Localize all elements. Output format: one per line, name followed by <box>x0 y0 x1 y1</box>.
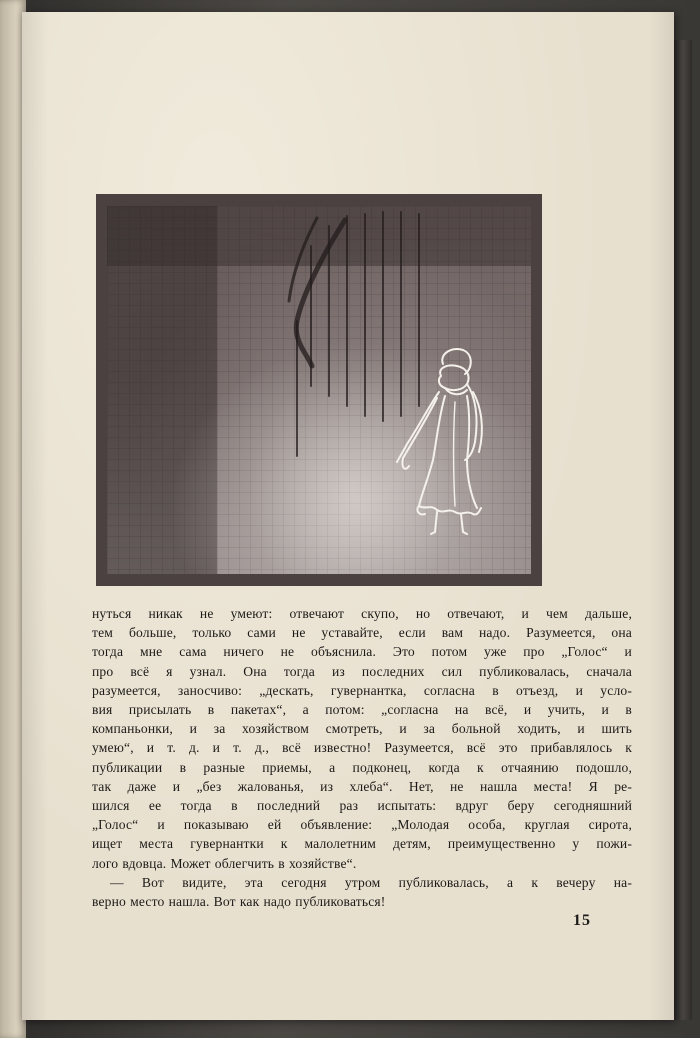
body-text <box>92 604 632 911</box>
book-page <box>22 12 674 1020</box>
text-line: тем больше, только сами не уставайте, если вам надо. Разумеется, она <box>92 625 632 641</box>
text-line: шился ее тогда в последний раз испытать: вдруг беру сегодняшний <box>92 798 632 814</box>
illustration <box>96 194 542 586</box>
text-line: вия присылать в пакетах“, а потом: „согласна на всё, и учить, и в <box>92 702 632 718</box>
text-line: про всё я узнал. Она тогда из последних сил публиковалась, сначала <box>92 663 632 679</box>
text-line: лого вдовца. Может облегчить в хозяйстве“. <box>92 855 357 871</box>
illustration-image <box>107 206 531 574</box>
text-line: нуться никак не умеют: отвечают скупо, но отвечают, и чем дальше, <box>92 606 632 621</box>
text-line: умею“, и т. д. и т. д., всё известно! Разумеется, всё это прибавлялось к <box>92 740 632 756</box>
text-line: „Голос“ и показываю ей объявление: „Молодая особа, круглая сирота, <box>92 817 632 833</box>
paragraph-2 <box>92 873 632 911</box>
text-line: ищет места гувернантки к малолетним детям, преимущественно у пожи- <box>92 836 632 852</box>
text-line: публикации в разные приемы, а подконец, когда к отчаянию подошло, <box>92 759 632 775</box>
text-line: так даже и „без жалованья, из хлеба“. Нет, не нашла места! Я ре- <box>92 778 632 794</box>
text-line: компаньонки, и за хозяйством смотреть, и за больной ходить, и шить <box>92 721 632 737</box>
text-line: — Вот видите, эта сегодня утром публиковалась, а к вечеру на- <box>110 874 632 890</box>
paragraph-1 <box>92 604 632 873</box>
text-line: тогда мне сама ничего не объяснила. Это потом уже про „Голос“ и <box>92 644 632 660</box>
book-cover-edge <box>674 40 692 1020</box>
page-number: 15 <box>573 912 591 929</box>
text-line: разумеется, заносчиво: „дескать, гувернантка, согласна в отъезд, и усло- <box>92 682 632 698</box>
illustration-svg <box>107 206 531 574</box>
text-line: верно место нашла. Вот как надо публиковаться! <box>92 894 386 910</box>
